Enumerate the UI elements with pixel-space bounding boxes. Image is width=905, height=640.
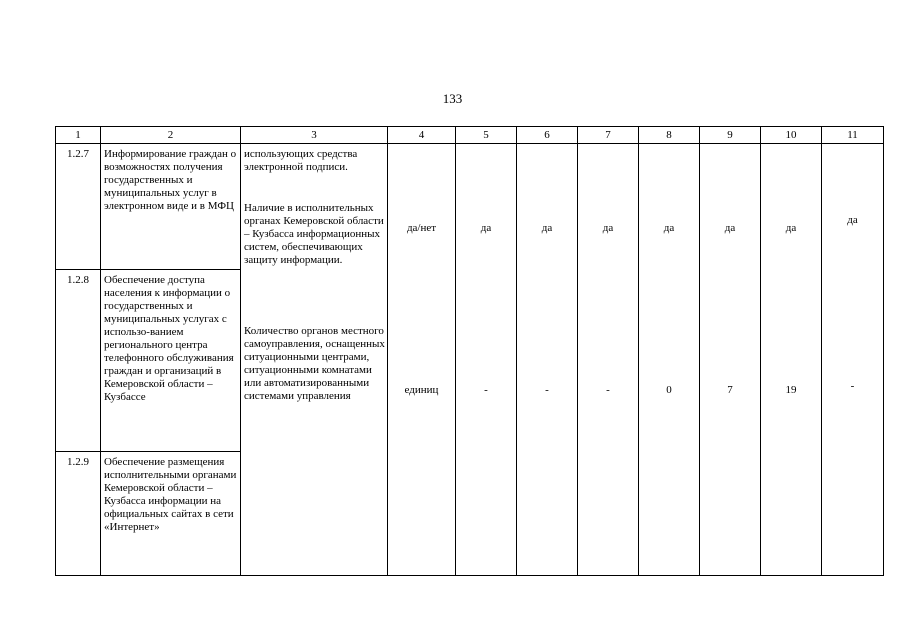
value-cell: [517, 144, 578, 576]
indicator-value: 0: [666, 384, 672, 396]
column-header: 3: [241, 127, 388, 144]
indicator-value: да: [724, 222, 736, 234]
indicator-value: 7: [727, 384, 733, 396]
indicator-unit: да/нет: [406, 222, 437, 234]
column-header: 8: [639, 127, 700, 144]
column-header: 9: [700, 127, 761, 144]
indicator-text: использующих средства электронной подписи.: [244, 148, 358, 173]
value-cell: [822, 144, 884, 576]
indicator-value: да: [541, 222, 553, 234]
column-header: 7: [578, 127, 639, 144]
table-row: [56, 144, 884, 270]
indicator-value: да: [785, 222, 797, 234]
value-cell: [639, 144, 700, 576]
table-header-row: [56, 127, 884, 144]
indicators-cell: [241, 144, 388, 576]
column-header: 10: [761, 127, 822, 144]
column-header: 6: [517, 127, 578, 144]
column-header: 2: [101, 127, 241, 144]
indicator-value: да: [663, 222, 675, 234]
indicator-unit: единиц: [404, 384, 439, 396]
column-header: 5: [456, 127, 517, 144]
value-cell: [700, 144, 761, 576]
row-code: 1.2.9: [56, 452, 101, 576]
indicator-text: Количество органов местного самоуправления, оснащенных ситуационными центрами, ситуационными комнатами или автоматизированными системами управления: [244, 325, 385, 402]
indicators-table: [55, 126, 884, 576]
column-header: 4: [388, 127, 456, 144]
column-header: 11: [822, 127, 884, 144]
unit-cell: [388, 144, 456, 576]
column-header: 1: [56, 127, 101, 144]
row-code: 1.2.8: [56, 270, 101, 452]
indicator-value: -: [850, 380, 855, 392]
indicator-value: 19: [785, 384, 797, 396]
indicator-value: да: [602, 222, 614, 234]
indicator-value: -: [545, 384, 549, 396]
row-measure: Обеспечение доступа населения к информации о государственных и муниципальных услугах с использо-ванием регионального центра телефонного обслуживания граждан и организаций в Кемеровской области – Кузбассе: [101, 270, 241, 452]
row-measure: Информирование граждан о возможностях получения государственных и муниципальных услуг в электронном виде и в МФЦ: [101, 144, 241, 270]
row-measure: Обеспечение размещения исполнительными органами Кемеровской области – Кузбасса информации на официальных сайтах в сети «Интернет»: [101, 452, 241, 576]
indicator-value: -: [606, 384, 610, 396]
value-cell: [761, 144, 822, 576]
indicator-value: да: [847, 214, 858, 226]
value-cell: [456, 144, 517, 576]
indicator-text: Наличие в исполнительных органах Кемеровской области – Кузбасса информационных систем, обеспечивающих защиту информации.: [244, 202, 384, 266]
value-cell: [578, 144, 639, 576]
indicator-value: -: [484, 384, 488, 396]
indicator-value: да: [480, 222, 492, 234]
page-number: 133: [442, 91, 463, 106]
row-code: 1.2.7: [56, 144, 101, 270]
